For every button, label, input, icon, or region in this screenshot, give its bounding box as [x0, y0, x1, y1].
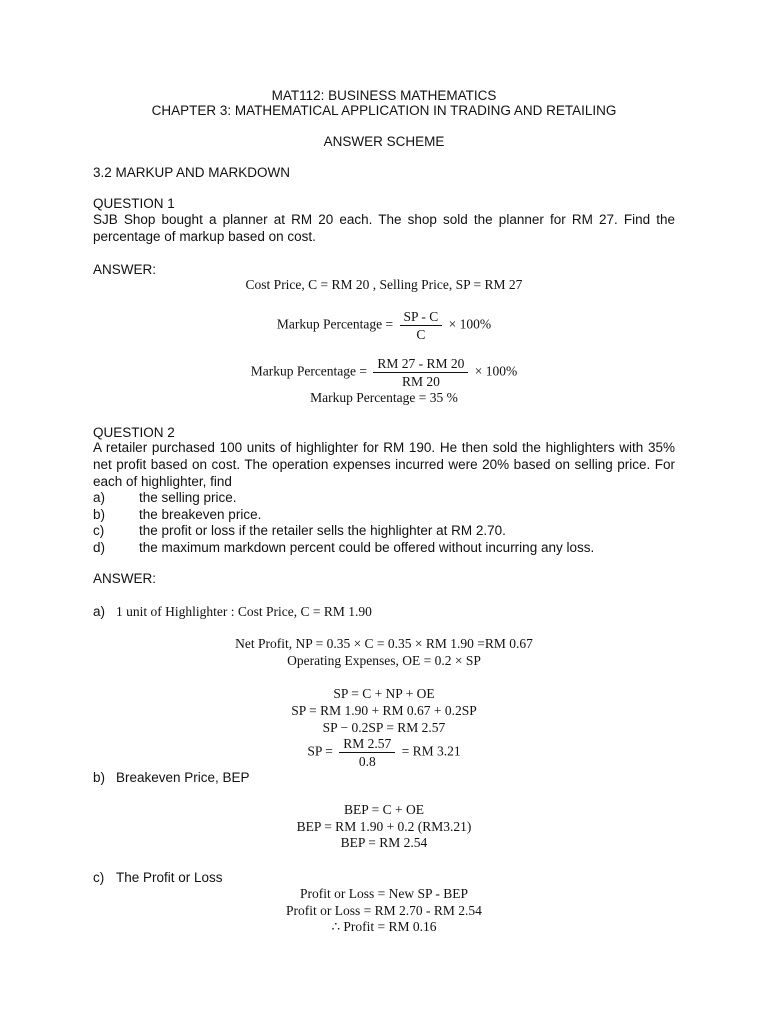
- q2-profit-loss-substitution: Profit or Loss = RM 2.70 - RM 2.54: [286, 903, 482, 918]
- section-heading: 3.2 MARKUP AND MARKDOWN: [93, 165, 291, 180]
- q2-item-c-label: c): [93, 523, 105, 538]
- q2-part-c-heading: The Profit or Loss: [116, 870, 223, 885]
- q1-eq2-numerator: RM 27 - RM 20: [373, 356, 468, 373]
- q2-item-b-label: b): [93, 507, 106, 522]
- q2-profit-result: ∴ Profit = RM 0.16: [331, 919, 437, 934]
- q1-result: Markup Percentage = 35 %: [310, 390, 458, 405]
- q2-operating-expenses: Operating Expenses, OE = 0.2 × SP: [287, 653, 481, 668]
- q1-eq1-numerator: SP - C: [400, 309, 443, 326]
- q1-eq1-lhs: Markup Percentage =: [276, 316, 394, 332]
- q2-sp-result: [0, 736, 768, 769]
- q2-item-d-text: the maximum markdown percent could be offered without incurring any loss.: [139, 540, 595, 555]
- q1-given-values: Cost Price, C = RM 20 , Selling Price, SP = RM 27: [245, 277, 523, 292]
- chapter-title: CHAPTER 3: MATHEMATICAL APPLICATION IN TRADING AND RETAILING: [151, 103, 617, 118]
- q1-eq2-rhs: × 100%: [474, 363, 518, 379]
- q2-part-b-heading: Breakeven Price, BEP: [116, 770, 250, 785]
- question-1-text: SJB Shop bought a planner at RM 20 each. The shop sold the planner for RM 27. Find the percentage of markup based on cost.: [93, 212, 675, 244]
- q2-item-d-label: d): [93, 540, 106, 555]
- q2-sp4-numerator: RM 2.57: [339, 736, 395, 753]
- q2-sp4-denominator: 0.8: [358, 754, 376, 769]
- question-2-text: A retailer purchased 100 units of highlighter for RM 190. He then sold the highlighters with 35% net profit based on cost. The operation expenses incurred were 20% based on selling price. For each of highlighter, find: [93, 440, 675, 489]
- q2-part-c-label: c): [93, 870, 105, 885]
- q2-item-a-label: a): [93, 490, 106, 505]
- q2-bep-substitution: BEP = RM 1.90 + 0.2 (RM3.21): [296, 819, 472, 834]
- q1-markup-formula: [0, 309, 768, 342]
- q2-part-a-label: a): [93, 604, 106, 619]
- question-2-answer-label: ANSWER:: [93, 571, 157, 586]
- question-1-answer-label: ANSWER:: [93, 262, 157, 277]
- q2-sp-simplified: SP − 0.2SP = RM 2.57: [322, 720, 446, 735]
- course-title: MAT112: BUSINESS MATHEMATICS: [271, 88, 497, 103]
- question-1-title: QUESTION 1: [93, 196, 175, 211]
- q1-eq1-rhs: × 100%: [448, 316, 492, 332]
- q2-sp4-rhs: = RM 3.21: [401, 743, 461, 759]
- q2-item-b-text: the breakeven price.: [139, 507, 262, 522]
- q1-markup-substitution: [0, 356, 768, 389]
- q2-sp4-lhs: SP =: [307, 743, 333, 759]
- q1-eq2-denominator: RM 20: [401, 374, 440, 389]
- q2-part-a-heading: 1 unit of Highlighter : Cost Price, C = RM 1.90: [116, 604, 372, 619]
- q2-net-profit: Net Profit, NP = 0.35 × C = 0.35 × RM 1.90 =RM 0.67: [235, 636, 533, 651]
- q2-bep-result: BEP = RM 2.54: [340, 835, 428, 850]
- q1-eq1-denominator: C: [416, 327, 426, 342]
- q2-item-a-text: the selling price.: [139, 490, 237, 505]
- q2-sp-formula: SP = C + NP + OE: [333, 686, 435, 701]
- q2-sp-substitution: SP = RM 1.90 + RM 0.67 + 0.2SP: [291, 703, 477, 718]
- q1-eq2-fraction: [373, 356, 468, 389]
- q1-eq2-lhs: Markup Percentage =: [250, 363, 368, 379]
- q2-profit-loss-formula: Profit or Loss = New SP - BEP: [300, 886, 468, 901]
- q2-item-c-text: the profit or loss if the retailer sells the highlighter at RM 2.70.: [139, 523, 506, 538]
- question-2-title: QUESTION 2: [93, 425, 175, 440]
- q1-eq1-fraction: [400, 309, 443, 342]
- q2-sp4-fraction: [339, 736, 395, 769]
- answer-scheme-title: ANSWER SCHEME: [323, 134, 445, 149]
- q2-bep-formula: BEP = C + OE: [344, 802, 424, 817]
- q2-part-b-label: b): [93, 770, 106, 785]
